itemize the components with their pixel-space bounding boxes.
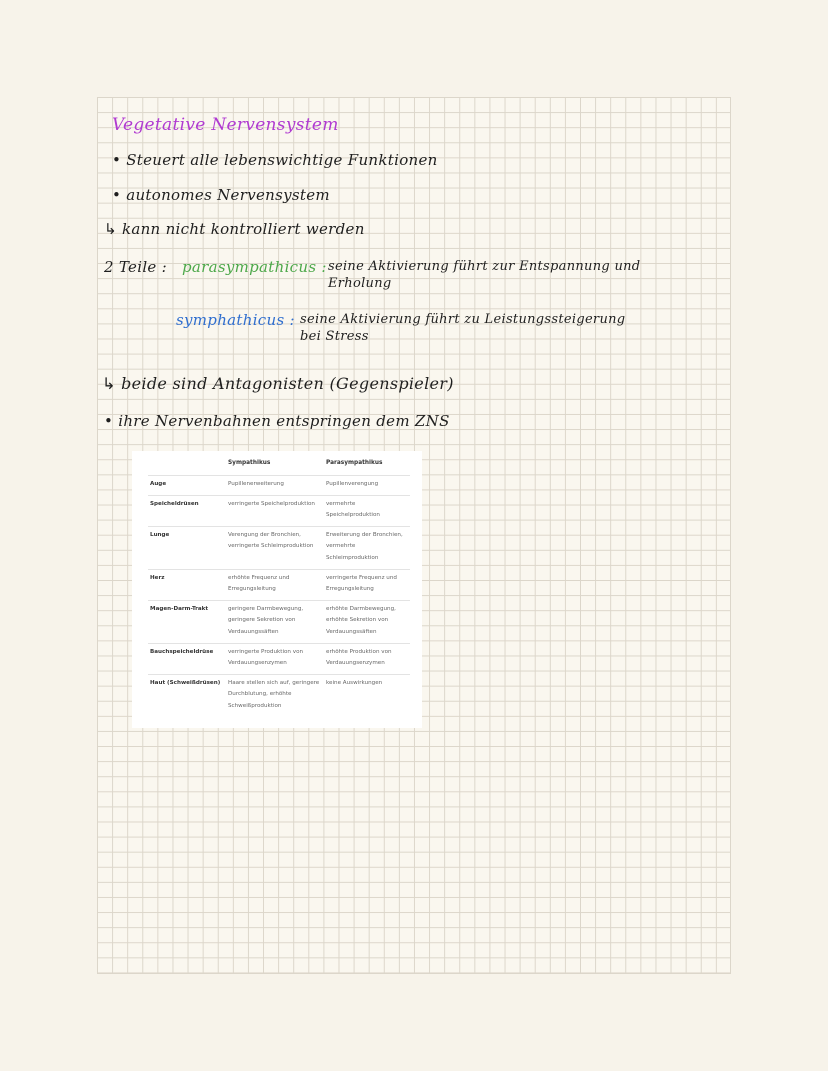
note-text: kann nicht kontrolliert werden (121, 220, 365, 238)
page-title: Vegetative Nervensystem (112, 115, 339, 135)
table-cell-parasympathikus: Pupillenverengung (324, 476, 410, 496)
table-cell-organ: Speicheldrüsen (148, 495, 226, 526)
table-cell-organ: Magen-Darm-Trakt (148, 600, 226, 643)
note-line-zns: • ihre Nervenbahnen entspringen dem ZNS (104, 412, 450, 430)
table-cell-sympathikus: geringere Darmbewegung, geringere Sekretion von Verdauungssäften (226, 600, 324, 643)
note-line-antagonists (102, 374, 454, 393)
table-cell-parasympathikus: verringerte Frequenz und Erregungsleitung (324, 569, 410, 600)
desc-sympathicus-2: bei Stress (300, 329, 369, 344)
table-cell-organ: Haut (Schweißdrüsen) (148, 674, 226, 716)
term-sympathicus: symphathicus : (176, 311, 295, 329)
term-parasympathicus: parasympathicus : (182, 258, 327, 276)
note-parts-label: 2 Teile : (104, 258, 168, 276)
table-cell-parasympathikus: erhöhte Darmbewegung, erhöhte Sekretion von Verdauungssäften (324, 600, 410, 643)
arrow-icon: ↳ (104, 220, 117, 238)
desc-parasympathicus-1: seine Aktivierung führt zur Entspannung und (328, 259, 641, 274)
table-header-cell (148, 458, 226, 476)
table-cell-parasympathikus: keine Auswirkungen (324, 674, 410, 716)
desc-parasympathicus-2: Erholung (328, 276, 392, 291)
table-row (148, 495, 410, 526)
table-cell-organ: Bauchspeicheldrüse (148, 643, 226, 674)
note-line-not-controlled (104, 220, 365, 238)
note-text: beide sind Antagonisten (Gegenspieler) (121, 374, 454, 393)
desc-sympathicus-1: seine Aktivierung führt zu Leistungssteigerung (300, 312, 626, 327)
table-cell-parasympathikus: erhöhte Produktion von Verdauungsenzymen (324, 643, 410, 674)
comparison-table-card (132, 451, 422, 728)
table-cell-parasympathikus: Erweiterung der Bronchien, vermehrte Schleimproduktion (324, 526, 410, 569)
table-header-cell: Sympathikus (228, 460, 271, 466)
table-cell-parasympathikus: vermehrte Speichelproduktion (324, 495, 410, 526)
table-row (148, 600, 410, 643)
comparison-table (148, 458, 410, 717)
table-row (148, 526, 410, 569)
arrow-icon: ↳ (102, 374, 116, 393)
note-line-functions: • Steuert alle lebenswichtige Funktionen (112, 151, 438, 169)
note-line-autonomous: • autonomes Nervensystem (112, 186, 330, 204)
table-row (148, 476, 410, 496)
table-cell-organ: Auge (148, 476, 226, 496)
table-cell-organ: Herz (148, 569, 226, 600)
table-row (148, 569, 410, 600)
table-header-row (148, 458, 410, 476)
table-cell-sympathikus: verringerte Speichelproduktion (226, 495, 324, 526)
table-cell-sympathikus: Haare stellen sich auf, geringere Durchblutung, erhöhte Schweißproduktion (226, 674, 324, 716)
table-row (148, 674, 410, 716)
table-header-cell: Parasympathikus (326, 460, 383, 466)
table-cell-sympathikus: Verengung der Bronchien, verringerte Schleimproduktion (226, 526, 324, 569)
table-row (148, 643, 410, 674)
table-cell-sympathikus: verringerte Produktion von Verdauungsenzymen (226, 643, 324, 674)
table-cell-organ: Lunge (148, 526, 226, 569)
table-cell-sympathikus: Pupillenerweiterung (226, 476, 324, 496)
table-cell-sympathikus: erhöhte Frequenz und Erregungsleitung (226, 569, 324, 600)
